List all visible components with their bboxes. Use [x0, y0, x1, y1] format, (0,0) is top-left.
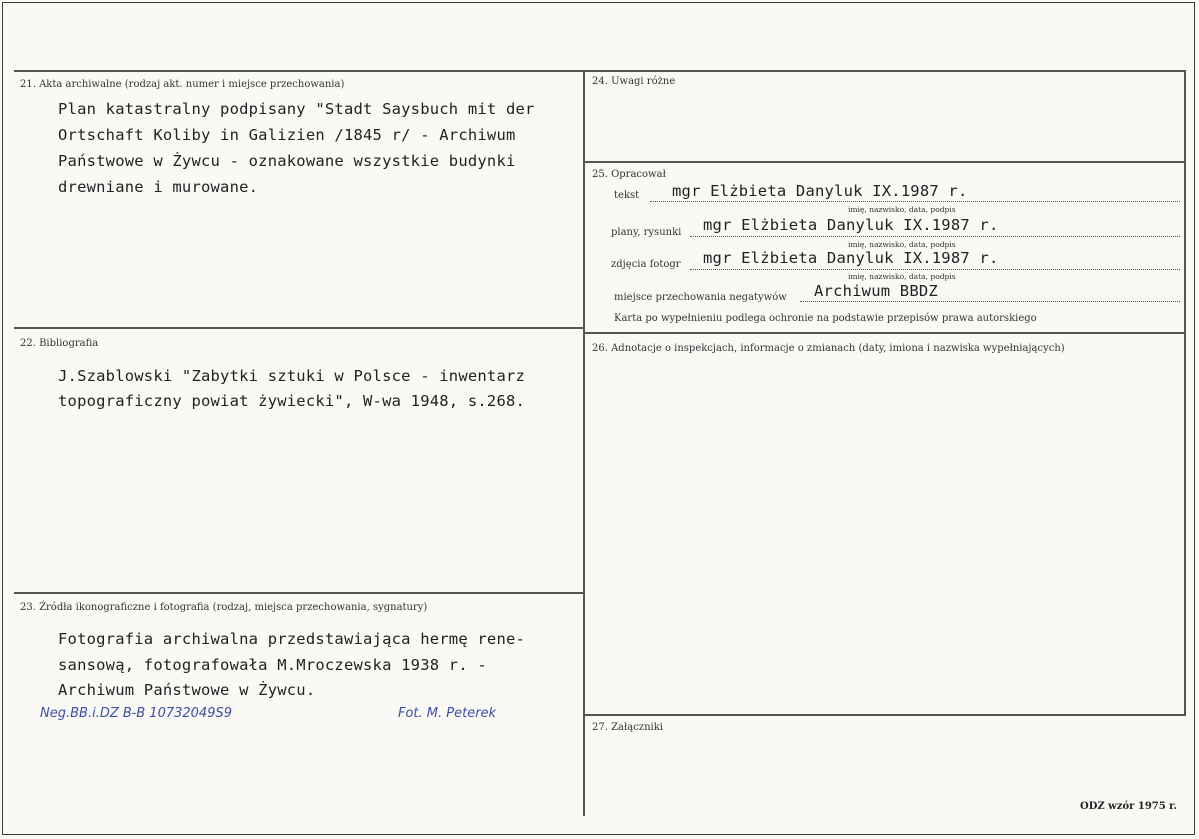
copyright-note: Karta po wypełnieniu podlega ochronie na podstawie przepisów prawa autorskiego	[614, 313, 1037, 324]
section-23-line-2: sansową, fotografowała M.Mroczewska 1938 r. -	[58, 656, 487, 674]
plany-caption: imię, nazwisko, data, podpis	[848, 240, 956, 249]
rule-25-26	[585, 332, 1185, 334]
plany-dotted-line	[690, 236, 1180, 237]
section-24-label: 24. Uwagi różne	[592, 76, 676, 87]
handwritten-photographer: Fot. M. Peterek	[398, 706, 497, 721]
section-22-line-2: topograficzny powiat żywiecki", W-wa 1948, s.268.	[58, 392, 526, 410]
handwritten-negative-number: Neg.BB.i.DZ B-B 10732049S9	[40, 706, 232, 721]
right-edge	[1184, 70, 1186, 716]
center-divider	[583, 70, 585, 816]
negatyw-label: miejsce przechowania negatywów	[614, 292, 787, 303]
zdjecia-label: zdjęcia fotogr	[611, 259, 681, 270]
zdjecia-caption: imię, nazwisko, data, podpis	[848, 272, 956, 281]
negatyw-dotted-line	[800, 301, 1180, 302]
section-23-line-1: Fotografia archiwalna przedstawiająca hermę rene-	[58, 630, 526, 648]
section-22-label: 22. Bibliografia	[20, 338, 99, 349]
top-rule	[14, 70, 1185, 72]
negatyw-value: Archiwum BBDZ	[814, 282, 938, 300]
plany-label: plany, rysunki	[611, 227, 682, 238]
zdjecia-value: mgr Elżbieta Danyluk IX.1987 r.	[703, 249, 999, 267]
tekst-dotted-line	[650, 201, 1180, 202]
plany-value: mgr Elżbieta Danyluk IX.1987 r.	[703, 216, 999, 234]
section-21-line-4: drewniane i murowane.	[58, 178, 259, 196]
zdjecia-dotted-line	[690, 269, 1180, 270]
section-27-label: 27. Załączniki	[592, 722, 663, 733]
section-21-line-1: Plan katastralny podpisany "Stadt Saysbuch mit der	[58, 100, 535, 118]
tekst-value: mgr Elżbieta Danyluk IX.1987 r.	[672, 182, 968, 200]
form-version: ODZ wzór 1975 r.	[1080, 801, 1178, 812]
rule-24-25	[585, 161, 1185, 163]
section-21-line-3: Państwowe w Żywcu - oznakowane wszystkie budynki	[58, 152, 516, 170]
section-21-line-2: Ortschaft Koliby in Galizien /1845 r/ - Archiwum	[58, 126, 516, 144]
section-22-line-1: J.Szablowski "Zabytki sztuki w Polsce - inwentarz	[58, 367, 526, 385]
tekst-caption: imię, nazwisko, data, podpis	[848, 205, 956, 214]
section-25-label: 25. Opracował	[592, 169, 666, 180]
section-23-line-3: Archiwum Państwowe w Żywcu.	[58, 681, 316, 699]
rule-26-27	[585, 714, 1185, 716]
tekst-label: tekst	[614, 190, 640, 201]
rule-22-23	[14, 592, 583, 594]
section-23-label: 23. Źródła ikonograficzne i fotografia (rodzaj, miejsca przechowania, sygnatury)	[20, 602, 428, 613]
section-21-label: 21. Akta archiwalne (rodzaj akt. numer i miejsce przechowania)	[20, 79, 345, 90]
section-26-label: 26. Adnotacje o inspekcjach, informacje o zmianach (daty, imiona i nazwiska wypełniających)	[592, 343, 1065, 354]
rule-21-22	[14, 327, 583, 329]
